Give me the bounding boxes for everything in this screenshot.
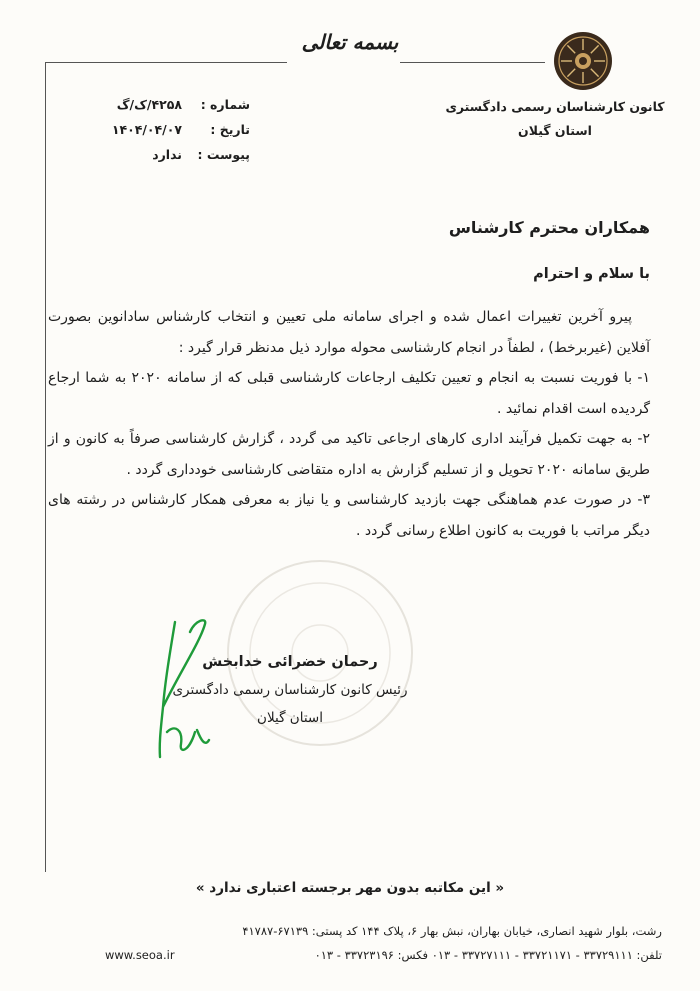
signer-province: استان گیلان: [257, 710, 323, 726]
org-name: کانون کارشناسان رسمی دادگستری: [445, 99, 665, 114]
org-header: [445, 95, 665, 143]
intro-paragraph: پیرو آخرین تغییرات اعمال شده و اجرای سامانه ملی تعیین و انتخاب کارشناس سادانوین بصورت آفلاین (غیربرخط) ، لطفاً در انجام کارشناسی محوله موارد ذیل مدنظر قرار گیرد :: [48, 309, 650, 356]
number-label: شماره :: [200, 97, 250, 112]
attachment-value: ندارد: [152, 147, 182, 162]
signer-title: رئیس کانون کارشناسان رسمی دادگستری: [172, 682, 408, 698]
validity-note: « این مکاتبه بدون مهر برجسته اعتباری ندارد »: [195, 880, 505, 896]
item-3: ۳- در صورت عدم هماهنگی جهت بازدید کارشناسی و یا نیاز به معرفی همکار کارشناس در رشته های دیگر مراتب با فوریت به کانون اطلاع رسانی گردد .: [48, 492, 650, 539]
letter-body: [48, 302, 650, 546]
frame-left-line: [45, 62, 46, 872]
basmala: بسمه تعالی: [301, 30, 399, 54]
org-province: استان گیلان: [518, 123, 592, 138]
date-value: ۱۴۰۴/۰۴/۰۷: [111, 122, 182, 137]
meta-number-row: [100, 92, 250, 117]
footer-contact-row: [105, 943, 662, 967]
footer-website[interactable]: www.seoa.ir: [105, 948, 175, 962]
greeting: با سلام و احترام: [533, 266, 650, 282]
frame-top-left-line: [45, 62, 287, 63]
footer-address-block: [105, 919, 662, 967]
item-2: ۲- به جهت تکمیل فرآیند اداری کارهای ارجاعی تاکید می گردد ، گزارش کارشناسی صرفاً به کانون و از طریق سامانه ۲۰۲۰ تحویل و از تسلیم گزارش به اداره متقاضی کارشناسی خودداری گردد .: [48, 431, 650, 478]
frame-top-right-line: [400, 62, 545, 63]
meta-date-row: [100, 117, 250, 142]
salutation: همکاران محترم کارشناس: [448, 218, 650, 237]
item-1: ۱- با فوریت نسبت به انجام و تعیین تکلیف ارجاعات کارشناسی قبلی که از سامانه ۲۰۲۰ به شما ارجاع گردیده است اقدام نمائید .: [48, 370, 650, 417]
footer-address: رشت، بلوار شهید انصاری، خیابان بهاران، نبش بهار ۶، پلاک ۱۴۴ کد پستی: ۶۷۱۳۹-۴۱۷۸۷: [242, 924, 662, 938]
footer-phones: تلفن: ۳۳۷۲۹۱۱۱ - ۳۳۷۲۱۱۷۱ - ۳۳۷۲۷۱۱۱ - ۰۱۳ فکس: ۳۳۷۲۳۱۹۶ - ۰۱۳: [314, 948, 662, 962]
attachment-label: پیوست :: [197, 147, 250, 162]
org-logo-icon: [552, 30, 614, 92]
meta-attachment-row: [100, 142, 250, 167]
date-label: تاریخ :: [210, 122, 250, 137]
letter-meta: [100, 92, 250, 167]
signature-block: [170, 648, 410, 732]
number-value: ۴۲۵۸/ک/گ: [116, 97, 182, 112]
signer-name: رحمان خضرائی خدابخش: [202, 654, 378, 670]
